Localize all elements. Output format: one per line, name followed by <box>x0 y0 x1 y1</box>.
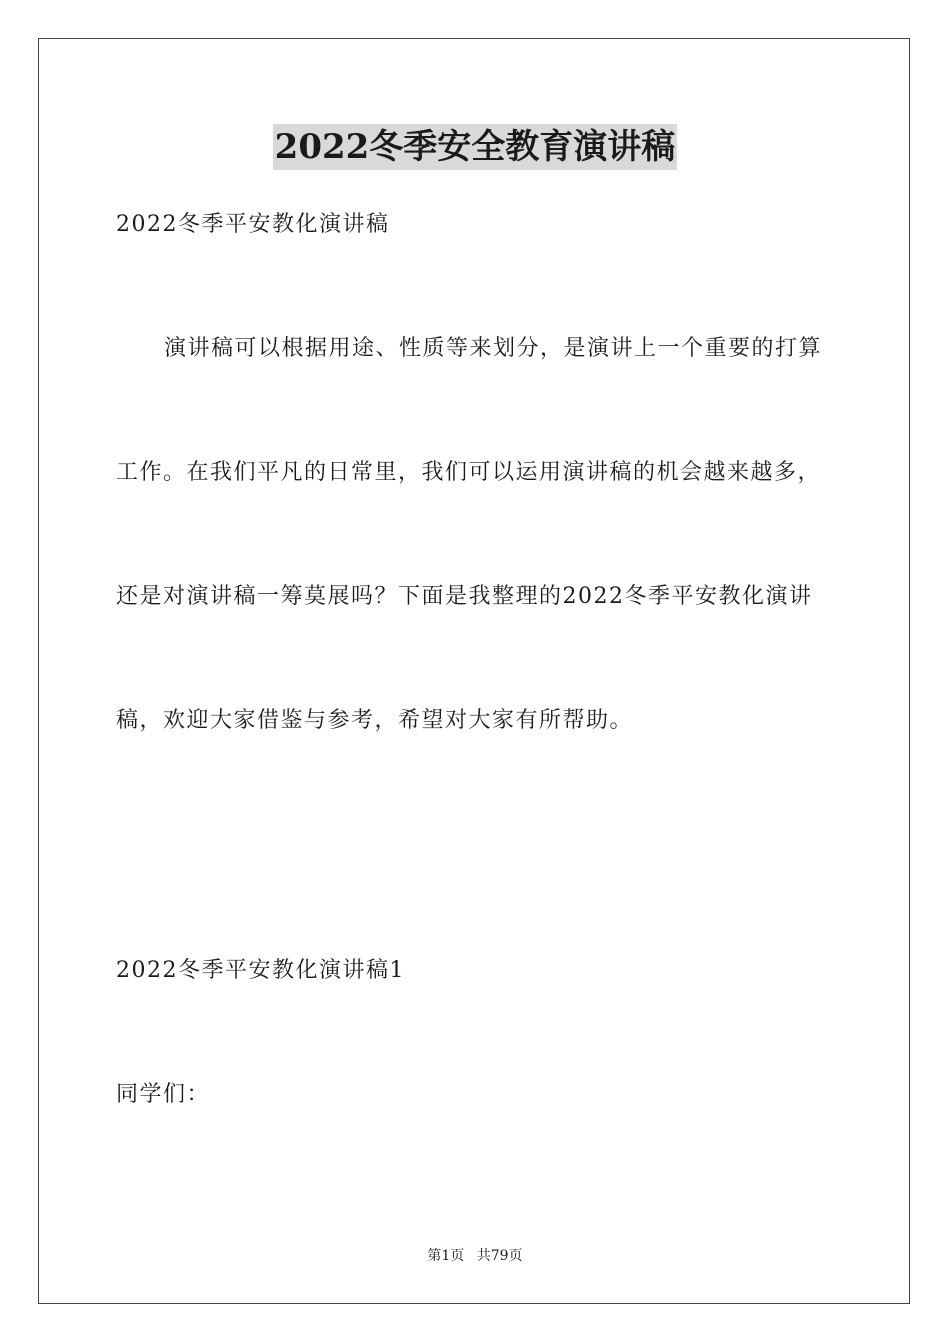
salutation: 同学们： <box>116 1082 211 1107</box>
document-title: 2022冬季安全教育演讲稿 <box>273 124 678 170</box>
page-number-total: 共79页 <box>476 1248 523 1264</box>
paragraph-line-2: 工作。在我们平凡的日常里，我们可以运用演讲稿的机会越来越多， <box>116 460 822 485</box>
document-subtitle: 2022冬季平安教化演讲稿 <box>116 212 390 237</box>
paragraph-line-1: 演讲稿可以根据用途、性质等来划分，是演讲上一个重要的打算 <box>164 336 823 361</box>
paragraph-line-3: 还是对演讲稿一筹莫展吗？下面是我整理的2022冬季平安教化演讲 <box>116 584 813 609</box>
page-footer <box>0 1246 950 1266</box>
title-container <box>0 124 950 170</box>
paragraph-line-4: 稿，欢迎大家借鉴与参考，希望对大家有所帮助。 <box>116 708 634 733</box>
section-heading: 2022冬季平安教化演讲稿1 <box>116 958 405 983</box>
page-number-current: 第1页 <box>427 1248 465 1264</box>
